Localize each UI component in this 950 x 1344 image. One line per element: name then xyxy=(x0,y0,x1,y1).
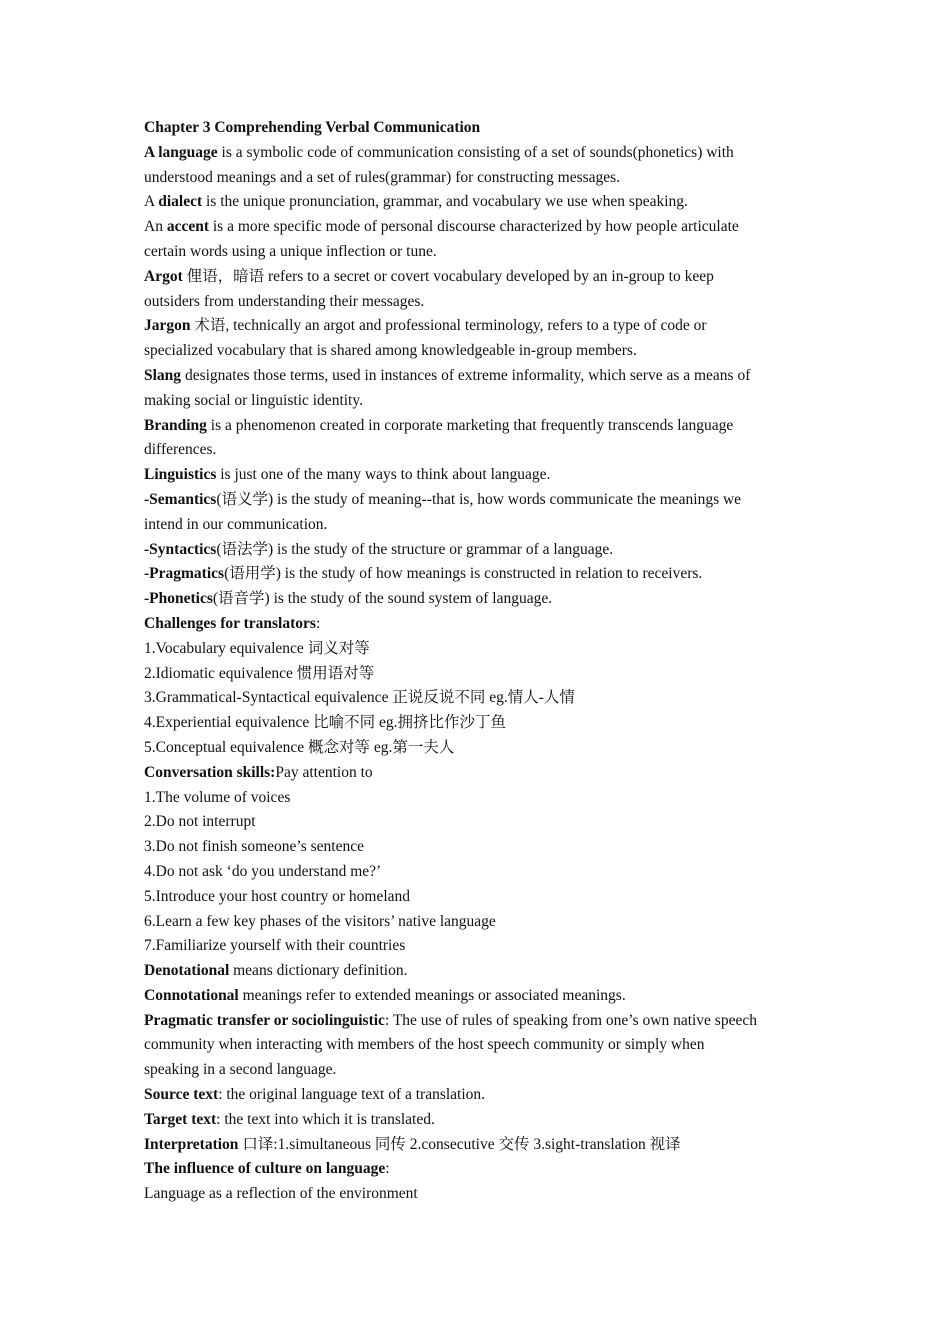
def-source-text: Source text: the original language text of a translation. xyxy=(144,1086,486,1104)
def-slang: Slang designates those terms, used in instances of extreme informality, which serve as a means of xyxy=(144,366,751,384)
def-connotational: Connotational meanings refer to extended meanings or associated meanings. xyxy=(144,986,626,1004)
def-pragmatic-transfer-cont2: speaking in a second language. xyxy=(144,1061,337,1079)
def-dialect: A dialect is the unique pronunciation, grammar, and vocabulary we use when speaking. xyxy=(144,193,688,211)
list-item: 4.Experiential equivalence 比喻不同 eg.拥挤比作沙丁鱼 xyxy=(144,714,507,732)
list-item: 5.Conceptual equivalence 概念对等 eg.第一夫人 xyxy=(144,738,455,756)
def-denotational: Denotational means dictionary definition. xyxy=(144,962,408,980)
def-syntactics: -Syntactics(语法学) is the study of the structure or grammar of a language. xyxy=(144,540,614,558)
def-jargon-cont: specialized vocabulary that is shared among knowledgeable in-group members. xyxy=(144,342,637,360)
def-language: A language is a symbolic code of communication consisting of a set of sounds(phonetics) with xyxy=(144,143,734,161)
def-target-text: Target text: the text into which it is translated. xyxy=(144,1110,435,1128)
def-language-cont: understood meanings and a set of rules(grammar) for constructing messages. xyxy=(144,168,621,186)
list-item: 4.Do not ask ‘do you understand me?’ xyxy=(144,862,382,880)
challenges-heading: Challenges for translators: xyxy=(144,614,321,632)
list-item: 1.The volume of voices xyxy=(144,788,291,806)
list-item: 2.Idiomatic equivalence 惯用语对等 xyxy=(144,664,375,682)
list-item: 1.Vocabulary equivalence 词义对等 xyxy=(144,639,370,657)
def-phonetics: -Phonetics(语音学) is the study of the sound system of language. xyxy=(144,590,553,608)
list-item: 3.Do not finish someone’s sentence xyxy=(144,838,364,856)
def-branding-cont: differences. xyxy=(144,441,217,459)
def-semantics-cont: intend in our communication. xyxy=(144,515,328,533)
list-item: 2.Do not interrupt xyxy=(144,813,256,831)
def-interpretation: Interpretation 口译:1.simultaneous 同传 2.consecutive 交传 3.sight-translation 视译 xyxy=(144,1135,681,1153)
document-body xyxy=(144,116,816,1207)
list-item: 7.Familiarize yourself with their countries xyxy=(144,937,406,955)
chapter-title: Chapter 3 Comprehending Verbal Communication xyxy=(144,119,481,136)
def-accent: An accent is a more specific mode of personal discourse characterized by how people articulate xyxy=(144,218,739,236)
conversation-heading: Conversation skills:Pay attention to xyxy=(144,763,373,781)
last-line: Language as a reflection of the environment xyxy=(144,1185,418,1203)
list-item: 3.Grammatical-Syntactical equivalence 正说反说不同 eg.情人-人情 xyxy=(144,689,575,707)
list-item: 5.Introduce your host country or homeland xyxy=(144,887,411,905)
def-linguistics: Linguistics is just one of the many ways to think about language. xyxy=(144,466,551,484)
def-jargon: Jargon 术语, technically an argot and professional terminology, refers to a type of code or xyxy=(144,317,707,335)
culture-heading: The influence of culture on language: xyxy=(144,1160,390,1178)
def-argot-cont: outsiders from understanding their messages. xyxy=(144,292,425,310)
def-semantics: -Semantics(语义学) is the study of meaning--that is, how words communicate the meanings we xyxy=(144,490,742,508)
def-pragmatic-transfer: Pragmatic transfer or sociolinguistic: The use of rules of speaking from one’s own native speech xyxy=(144,1011,757,1029)
def-pragmatic-transfer-cont: community when interacting with members of the host speech community or simply when xyxy=(144,1036,705,1054)
def-accent-cont: certain words using a unique inflection or tune. xyxy=(144,242,437,260)
def-pragmatics: -Pragmatics(语用学) is the study of how meanings is constructed in relation to receivers. xyxy=(144,565,703,583)
list-item: 6.Learn a few key phases of the visitors’ native language xyxy=(144,912,496,930)
def-branding: Branding is a phenomenon created in corporate marketing that frequently transcends language xyxy=(144,416,734,434)
def-slang-cont: making social or linguistic identity. xyxy=(144,391,363,409)
def-argot: Argot 俚语，暗语 refers to a secret or covert vocabulary developed by an in-group to keep xyxy=(144,267,714,285)
